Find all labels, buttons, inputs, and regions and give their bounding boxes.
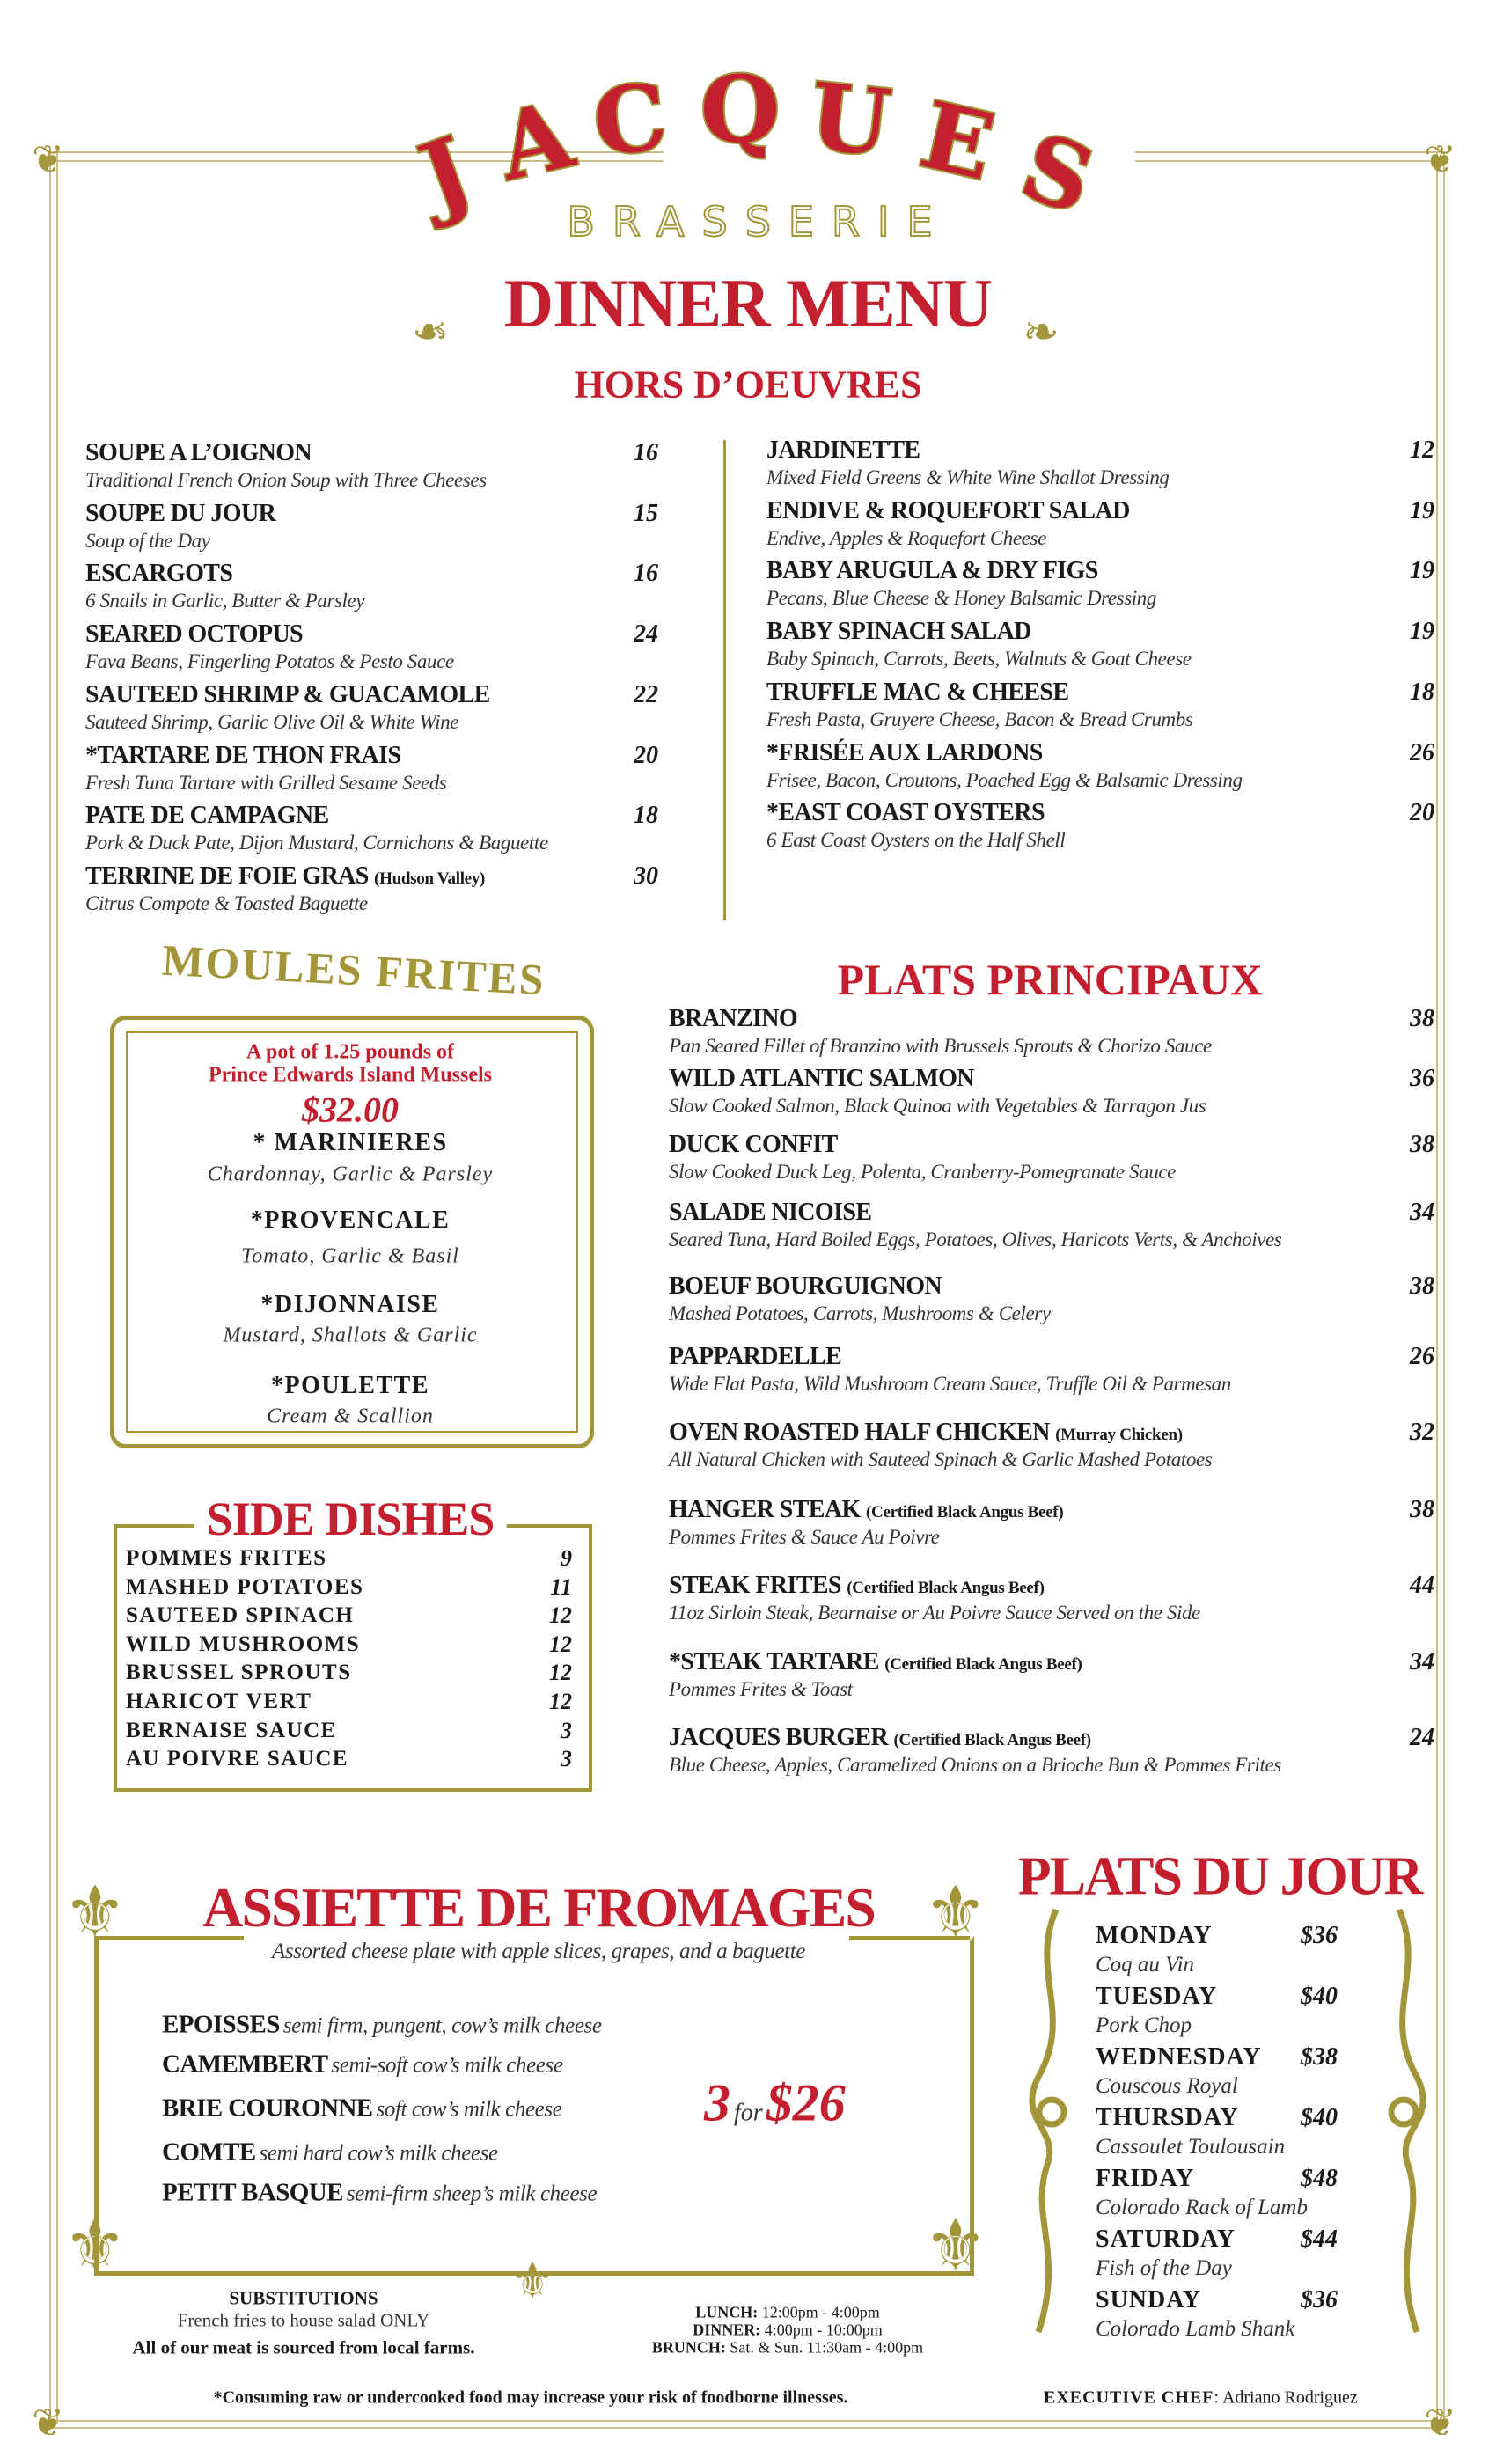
cheese-name: BRIE COURONNE <box>162 2094 373 2123</box>
cheese-description: semi-soft cow’s milk cheese <box>331 2053 563 2078</box>
day-dish: Fish of the Day <box>1096 2256 1232 2280</box>
fleur-de-lis-icon: ⚜ <box>63 1874 127 1952</box>
item-name: BOEUF BOURGUIGNON <box>669 1272 942 1300</box>
menu-title: DINNER MENU <box>503 265 993 341</box>
menu-item-price: 12 <box>1410 436 1434 464</box>
menu-item-description: Fresh Tuna Tartare with Grilled Sesame Seeds <box>85 771 447 794</box>
cheese-description: semi-firm sheep’s milk cheese <box>346 2182 598 2206</box>
side-dish-name: AU POIVRE SAUCE <box>126 1747 349 1771</box>
cheese-description: semi firm, pungent, cow’s milk cheese <box>282 2013 602 2038</box>
side-dish-price: 3 <box>561 1717 572 1743</box>
side-dish-price: 12 <box>549 1631 572 1657</box>
day-dish: Colorado Lamb Shank <box>1096 2317 1295 2341</box>
item-note: (Certified Black Angus Beef) <box>893 1731 1091 1749</box>
side-dish-price: 12 <box>549 1602 572 1629</box>
menu-item-name <box>669 1005 797 1033</box>
menu-item-name <box>85 681 490 709</box>
moules-variety-description: Chardonnay, Garlic & Parsley <box>207 1162 494 1186</box>
hours-value: 12:00pm - 4:00pm <box>761 2303 880 2321</box>
side-dish-name: MASHED POTATOES <box>126 1574 364 1599</box>
hours-value: Sat. & Sun. 11:30am - 4:00pm <box>730 2338 924 2357</box>
hours-row <box>695 2304 880 2322</box>
menu-item-description: 11oz Sirloin Steak, Bearnaise or Au Poivre Sauce Served on the Side <box>669 1602 1200 1624</box>
menu-item-description: All Natural Chicken with Sauteed Spinach & Garlic Mashed Potatoes <box>669 1448 1213 1470</box>
menu-item-description: 6 East Coast Oysters on the Half Shell <box>766 829 1066 852</box>
day-name: TUESDAY <box>1096 1983 1218 2010</box>
section-title-fromages: ASSIETTE DE FROMAGES <box>202 1876 875 1939</box>
menu-item-description: Pommes Frites & Toast <box>669 1678 853 1700</box>
section-title-plats-du-jour: PLATS DU JOUR <box>1017 1846 1422 1907</box>
logo-letter: S <box>1008 111 1108 236</box>
menu-item-name <box>669 1648 1082 1676</box>
menu-item-price: 15 <box>634 499 658 527</box>
deal-price: $26 <box>766 2073 846 2132</box>
menu-item-name <box>85 500 275 528</box>
cheese-name: CAMEMBERT <box>162 2050 328 2079</box>
leaf-ornament-icon: ❧ <box>412 307 449 356</box>
hours-label: BRUNCH: <box>651 2338 726 2357</box>
menu-item-description: Fava Beans, Fingerling Potatos & Pesto Sauce <box>85 650 454 673</box>
hours-label: LUNCH: <box>695 2303 759 2321</box>
corner-ornament-icon: ❦ <box>32 2402 64 2445</box>
item-name: TERRINE DE FOIE GRAS <box>85 862 369 890</box>
day-name: FRIDAY <box>1096 2165 1195 2192</box>
side-dish-price: 12 <box>549 1689 572 1714</box>
day-dish: Cassoulet Toulousain <box>1096 2135 1286 2159</box>
fromages-subtitle: Assorted cheese plate with apple slices, grapes, and a baguette <box>272 1940 805 1963</box>
menu-item-name <box>766 799 1045 827</box>
side-dish-name: HARICOT VERT <box>126 1690 312 1713</box>
menu-item-description: Fresh Pasta, Gruyere Cheese, Bacon & Bread Crumbs <box>766 708 1193 730</box>
column-divider <box>723 440 726 920</box>
menu-item-description: Slow Cooked Salmon, Black Quinoa with Vegetables & Tarragon Jus <box>669 1095 1206 1117</box>
substitutions-title: SUBSTITUTIONS <box>229 2287 378 2309</box>
logo-letter: E <box>911 80 1004 202</box>
logo-letter: C <box>588 62 672 178</box>
executive-chef <box>1044 2388 1358 2409</box>
menu-item-price: 19 <box>1410 496 1434 524</box>
item-name: WILD ATLANTIC SALMON <box>669 1065 974 1092</box>
menu-item-name <box>669 1131 838 1159</box>
item-note: (Certified Black Angus Beef) <box>866 1503 1064 1522</box>
menu-item-name <box>669 1065 974 1093</box>
menu-item-description: Baby Spinach, Carrots, Beets, Walnuts & Goat Cheese <box>766 648 1192 671</box>
menu-item-price: 24 <box>634 620 658 649</box>
side-dish-name: SAUTEED SPINACH <box>126 1603 355 1628</box>
menu-item-price: 19 <box>1410 618 1434 646</box>
chef-name: : Adriano Rodriguez <box>1214 2387 1358 2408</box>
item-name: JACQUES BURGER <box>669 1724 889 1751</box>
day-price: $48 <box>1301 2165 1338 2192</box>
fleur-de-lis-icon: ⚜ <box>924 1874 987 1952</box>
item-name: *EAST COAST OYSTERS <box>766 799 1045 827</box>
menu-item-name <box>766 618 1031 646</box>
menu-item-price: 44 <box>1410 1572 1434 1599</box>
brand-subtitle: BRASSERIE <box>567 198 950 246</box>
menu-item-price: 30 <box>634 862 658 890</box>
menu-item-price: 26 <box>1410 1343 1434 1370</box>
menu-item-description: Pecans, Blue Cheese & Honey Balsamic Dressing <box>766 587 1156 610</box>
corner-ornament-icon: ❦ <box>32 138 64 181</box>
chef-label: EXECUTIVE CHEF <box>1044 2387 1214 2408</box>
menu-item-price: 18 <box>634 802 658 830</box>
day-name: THURSDAY <box>1096 2104 1239 2131</box>
cheese-item <box>162 2050 563 2079</box>
item-name: ESCARGOTS <box>85 560 233 588</box>
item-name: OVEN ROASTED HALF CHICKEN <box>669 1419 1050 1446</box>
menu-item-price: 20 <box>1410 799 1434 827</box>
menu-item-price: 36 <box>1410 1065 1434 1092</box>
substitutions-text: French fries to house salad ONLY <box>177 2309 430 2331</box>
menu-item-description: Soup of the Day <box>85 529 210 552</box>
fleur-de-lis-icon: ⚜ <box>63 2208 127 2285</box>
item-note: (Certified Black Angus Beef) <box>847 1579 1045 1597</box>
moules-price: $32.00 <box>302 1089 399 1130</box>
fromages-deal <box>704 2073 846 2134</box>
menu-item-name <box>766 678 1068 707</box>
day-name: MONDAY <box>1096 1922 1213 1949</box>
deal-qty: 3 <box>704 2073 730 2132</box>
side-dish-price: 11 <box>550 1573 572 1600</box>
day-price: $38 <box>1301 2043 1338 2071</box>
item-name: HANGER STEAK <box>669 1496 861 1523</box>
menu-item-description: Sauteed Shrimp, Garlic Olive Oil & White Wine <box>85 710 459 733</box>
menu-item-name <box>85 439 312 467</box>
item-name: STEAK FRITES <box>669 1572 841 1599</box>
section-title-plats-principaux: PLATS PRINCIPAUX <box>837 955 1263 1004</box>
moules-variety-description: Cream & Scallion <box>267 1404 434 1428</box>
side-dish-name: WILD MUSHROOMS <box>126 1632 361 1656</box>
cheese-name: EPOISSES <box>162 2010 280 2039</box>
item-name: *FRISÉE AUX LARDONS <box>766 738 1043 766</box>
moules-intro: Prince Edwards Island Mussels <box>208 1063 493 1087</box>
day-name: SUNDAY <box>1096 2286 1202 2314</box>
side-dish-price: 12 <box>549 1660 572 1686</box>
menu-item-price: 20 <box>634 741 658 769</box>
section-title-side-dishes: SIDE DISHES <box>194 1492 507 1546</box>
moules-variety-name: * MARINIERES <box>253 1129 448 1156</box>
day-dish: Couscous Royal <box>1096 2074 1238 2098</box>
moules-variety-description: Tomato, Garlic & Basil <box>241 1244 459 1268</box>
menu-item-description: Citrus Compote & Toasted Baguette <box>85 891 368 914</box>
menu-item-price: 16 <box>634 560 658 588</box>
menu-item-price: 32 <box>1410 1419 1434 1446</box>
day-price: $36 <box>1301 2286 1338 2314</box>
menu-item-name <box>669 1419 1183 1447</box>
side-dish-name: BRUSSEL SPROUTS <box>126 1661 352 1685</box>
menu-item-price: 38 <box>1410 1496 1434 1523</box>
menu-item-name <box>85 862 485 891</box>
item-name: ENDIVE & ROQUEFORT SALAD <box>766 496 1130 524</box>
section-title-hors-doeuvres: HORS D’OEUVRES <box>574 363 922 407</box>
day-price: $40 <box>1301 1983 1338 2010</box>
menu-item-description: Traditional French Onion Soup with Three Cheeses <box>85 469 487 491</box>
cheese-name: COMTE <box>162 2138 256 2167</box>
menu-item-name <box>669 1572 1045 1600</box>
cheese-description: soft cow’s milk cheese <box>376 2097 562 2122</box>
side-dish-name: POMMES FRITES <box>126 1546 327 1570</box>
item-name: TRUFFLE MAC & CHEESE <box>766 678 1069 706</box>
logo-letter: J <box>406 114 485 232</box>
cheese-item <box>162 2094 561 2123</box>
menu-item-price: 18 <box>1410 678 1434 706</box>
menu-item-name <box>85 802 329 830</box>
menu-item-name <box>669 1199 871 1227</box>
logo-letter: Q <box>700 55 781 164</box>
side-dish-price: 9 <box>561 1545 572 1571</box>
item-name: SAUTEED SHRIMP & GUACAMOLE <box>85 680 490 708</box>
fleur-de-lis-icon: ⚜ <box>924 2208 987 2285</box>
item-name: PATE DE CAMPAGNE <box>85 802 329 830</box>
cheese-description: semi hard cow’s milk cheese <box>259 2141 498 2166</box>
side-dish-price: 3 <box>561 1746 572 1772</box>
menu-item-description: Endive, Apples & Roquefort Cheese <box>766 526 1046 549</box>
corner-ornament-icon: ❦ <box>1424 138 1456 181</box>
menu-item-description: Seared Tuna, Hard Boiled Eggs, Potatoes, Olives, Haricots Verts, & Anchoives <box>669 1228 1282 1250</box>
moules-variety-description: Mustard, Shallots & Garlic <box>223 1324 478 1347</box>
menu-item-description: Slow Cooked Duck Leg, Polenta, Cranberry-Pomegranate Sauce <box>669 1161 1176 1183</box>
menu-item-price: 34 <box>1410 1648 1434 1676</box>
cheese-item <box>162 2138 498 2167</box>
item-name: SALADE NICOISE <box>669 1199 872 1226</box>
day-dish: Coq au Vin <box>1096 1953 1195 1976</box>
leaf-ornament-icon: ❧ <box>1023 307 1060 356</box>
item-note: (Certified Black Angus Beef) <box>884 1655 1082 1674</box>
day-price: $40 <box>1301 2104 1338 2131</box>
menu-item-description: Pork & Duck Pate, Dijon Mustard, Cornichons & Baguette <box>85 832 548 854</box>
tulip-ornament-icon: ⚜ <box>510 2255 555 2309</box>
menu-item-name <box>766 497 1130 525</box>
day-name: WEDNESDAY <box>1096 2043 1262 2071</box>
moules-variety-name: *DIJONNAISE <box>260 1291 440 1318</box>
menu-item-description: Frisee, Bacon, Croutons, Poached Egg & Balsamic Dressing <box>766 768 1243 791</box>
menu-item-description: 6 Snails in Garlic, Butter & Parsley <box>85 590 365 612</box>
menu-item-name <box>766 436 920 465</box>
food-warning: *Consuming raw or undercooked food may increase your risk of foodborne illnesses. <box>213 2387 848 2408</box>
menu-item-price: 38 <box>1410 1272 1434 1300</box>
day-price: $44 <box>1301 2226 1338 2253</box>
day-price: $36 <box>1301 1922 1338 1949</box>
cheese-name: PETIT BASQUE <box>162 2178 343 2207</box>
menu-item-price: 38 <box>1410 1131 1434 1158</box>
hours-value: 4:00pm - 10:00pm <box>764 2321 883 2339</box>
menu-item-description: Pommes Frites & Sauce Au Poivre <box>669 1526 940 1548</box>
item-name: BABY ARUGULA & DRY FIGS <box>766 557 1098 585</box>
item-name: SEARED OCTOPUS <box>85 620 304 649</box>
sourcing-note: All of our meat is sourced from local farms. <box>132 2336 475 2358</box>
item-name: BABY SPINACH SALAD <box>766 618 1031 646</box>
corner-ornament-icon: ❦ <box>1424 2402 1456 2445</box>
moules-variety-name: *POULETTE <box>271 1372 429 1399</box>
day-name: SATURDAY <box>1096 2226 1236 2253</box>
menu-item-price: 19 <box>1410 557 1434 585</box>
cheese-item <box>162 2011 602 2040</box>
hours-row <box>652 2339 923 2358</box>
deal-for: for <box>734 2099 763 2127</box>
item-name: JARDINETTE <box>766 436 920 464</box>
menu-item-price: 26 <box>1410 738 1434 766</box>
logo-letter: U <box>804 62 896 178</box>
menu-item-description: Wide Flat Pasta, Wild Mushroom Cream Sauce, Truffle Oil & Parmesan <box>669 1373 1231 1395</box>
day-dish: Pork Chop <box>1096 2013 1192 2037</box>
menu-item-price: 38 <box>1410 1005 1434 1032</box>
menu-item-price: 22 <box>634 680 658 708</box>
item-name: *TARTARE DE THON FRAIS <box>85 741 401 769</box>
moules-variety-name: *PROVENCALE <box>250 1206 451 1234</box>
menu-item-description: Mashed Potatoes, Carrots, Mushrooms & Celery <box>669 1302 1051 1324</box>
hours-label: DINNER: <box>693 2321 761 2339</box>
side-dish-name: BERNAISE SAUCE <box>126 1718 337 1742</box>
day-dish: Colorado Rack of Lamb <box>1096 2196 1308 2219</box>
item-name: PAPPARDELLE <box>669 1343 842 1370</box>
section-title-moules-frites: MOULES FRITES <box>160 935 547 1005</box>
menu-item-price: 34 <box>1410 1199 1434 1226</box>
menu-item-description: Blue Cheese, Apples, Caramelized Onions on a Brioche Bun & Pommes Frites <box>669 1754 1281 1776</box>
menu-item-name <box>669 1496 1063 1524</box>
menu-item-price: 24 <box>1410 1724 1434 1751</box>
menu-item-name <box>669 1343 841 1371</box>
menu-item-name <box>669 1272 942 1301</box>
cheese-item <box>162 2179 597 2208</box>
menu-item-name <box>85 560 232 588</box>
menu-item-price: 16 <box>634 439 658 466</box>
menu-item-name <box>85 620 303 649</box>
item-note: (Hudson Valley) <box>374 869 486 888</box>
item-name: *STEAK TARTARE <box>669 1648 879 1676</box>
moules-intro: A pot of 1.25 pounds of <box>246 1040 455 1064</box>
logo-letter: A <box>488 79 583 202</box>
menu-item-name <box>766 557 1098 585</box>
item-name: SOUPE A L’OIGNON <box>85 439 312 466</box>
menu-item-description: Pan Seared Fillet of Branzino with Brussels Sprouts & Chorizo Sauce <box>669 1035 1212 1057</box>
item-name: BRANZINO <box>669 1005 798 1032</box>
item-name: DUCK CONFIT <box>669 1131 838 1158</box>
hours-row <box>693 2321 883 2340</box>
menu-item-name <box>85 742 400 770</box>
menu-item-name <box>766 739 1043 767</box>
item-note: (Murray Chicken) <box>1055 1426 1183 1444</box>
menu-item-description: Mixed Field Greens & White Wine Shallot Dressing <box>766 466 1170 488</box>
item-name: SOUPE DU JOUR <box>85 499 276 527</box>
menu-item-name <box>669 1724 1091 1752</box>
